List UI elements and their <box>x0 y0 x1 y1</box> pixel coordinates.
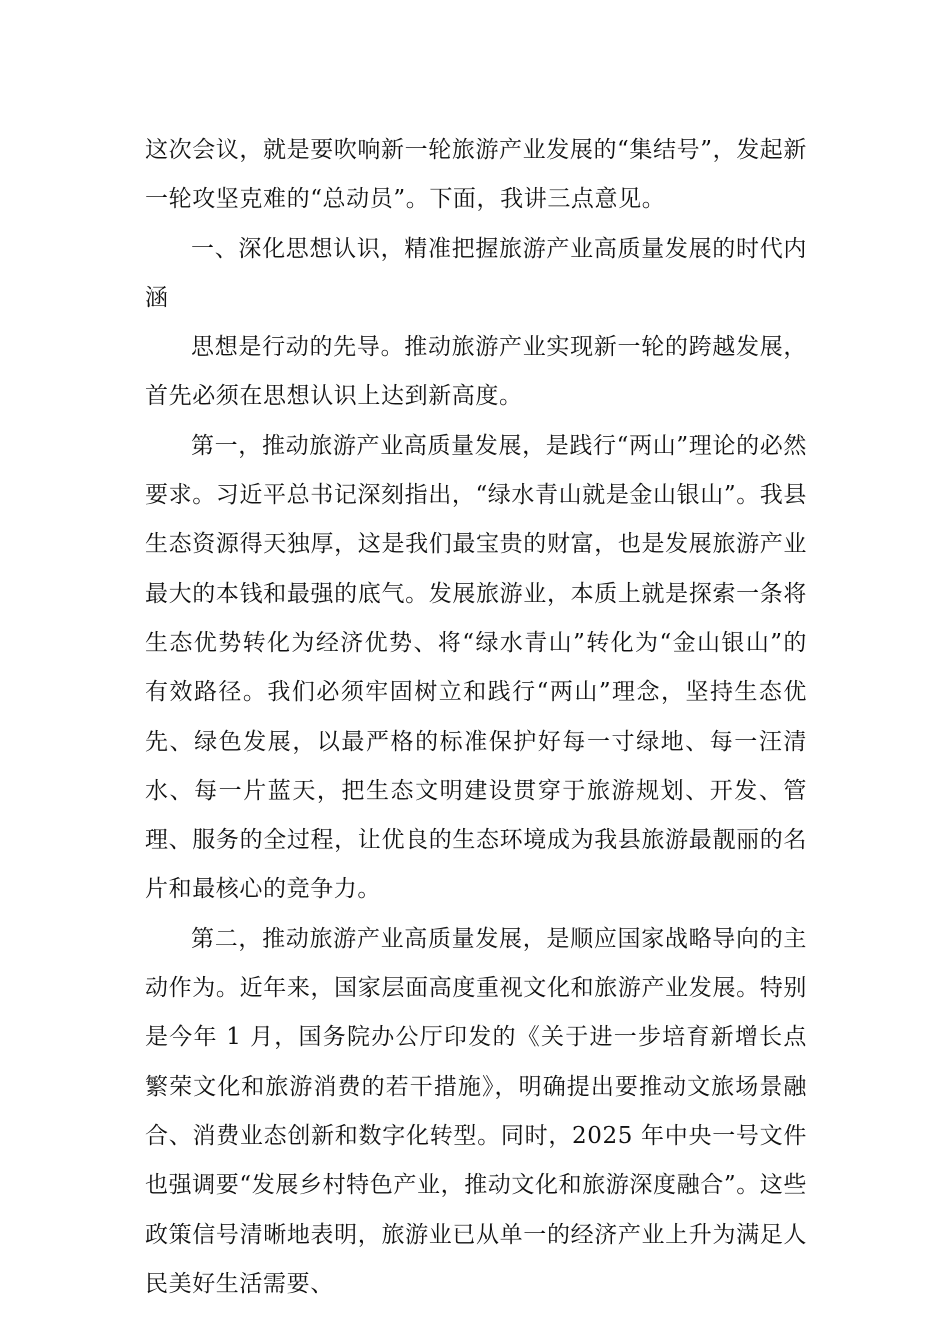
paragraph-opening: 这次会议，就是要吹响新一轮旅游产业发展的“集结号”，发起新一轮攻坚克难的“总动员”。下面，我讲三点意见。 <box>145 137 807 213</box>
paragraph-point-two: 第二，推动旅游产业高质量发展，是顺应国家战略导向的主动作为。近年来，国家层面高度重视文化和旅游产业发展。特别是今年 1 月，国务院办公厅印发的《关于进一步培育新增长点繁荣文化和旅游消费的若干措施》，明确提出要推动文旅场景融合、消费业态创新和数字化转型。同时，2025 年中央一号文件也强调要“发展乡村特色产业，推动文化和旅游深度融合”。这些政策信号清晰地表明，旅游业已从单一的经济产业上升为满足人民美好生活需要、 <box>145 925 807 1297</box>
paragraph-thought-guide: 思想是行动的先导。推动旅游产业实现新一轮的跨越发展，首先必须在思想认识上达到新高度。 <box>145 334 807 410</box>
document-body <box>145 126 807 1309</box>
section-heading-one: 一、深化思想认识，精准把握旅游产业高质量发展的时代内涵 <box>145 235 807 311</box>
paragraph-point-one: 第一，推动旅游产业高质量发展，是践行“两山”理论的必然要求。习近平总书记深刻指出，“绿水青山就是金山银山”。我县生态资源得天独厚，这是我们最宝贵的财富，也是发展旅游产业最大的本钱和最强的底气。发展旅游业，本质上就是探索一条将生态优势转化为经济优势、将“绿水青山”转化为“金山银山”的有效路径。我们必须牢固树立和践行“两山”理念，坚持生态优先、绿色发展，以最严格的标准保护好每一寸绿地、每一汪清水、每一片蓝天，把生态文明建设贯穿于旅游规划、开发、管理、服务的全过程，让优良的生态环境成为我县旅游最靓丽的名片和最核心的竞争力。 <box>145 432 807 903</box>
